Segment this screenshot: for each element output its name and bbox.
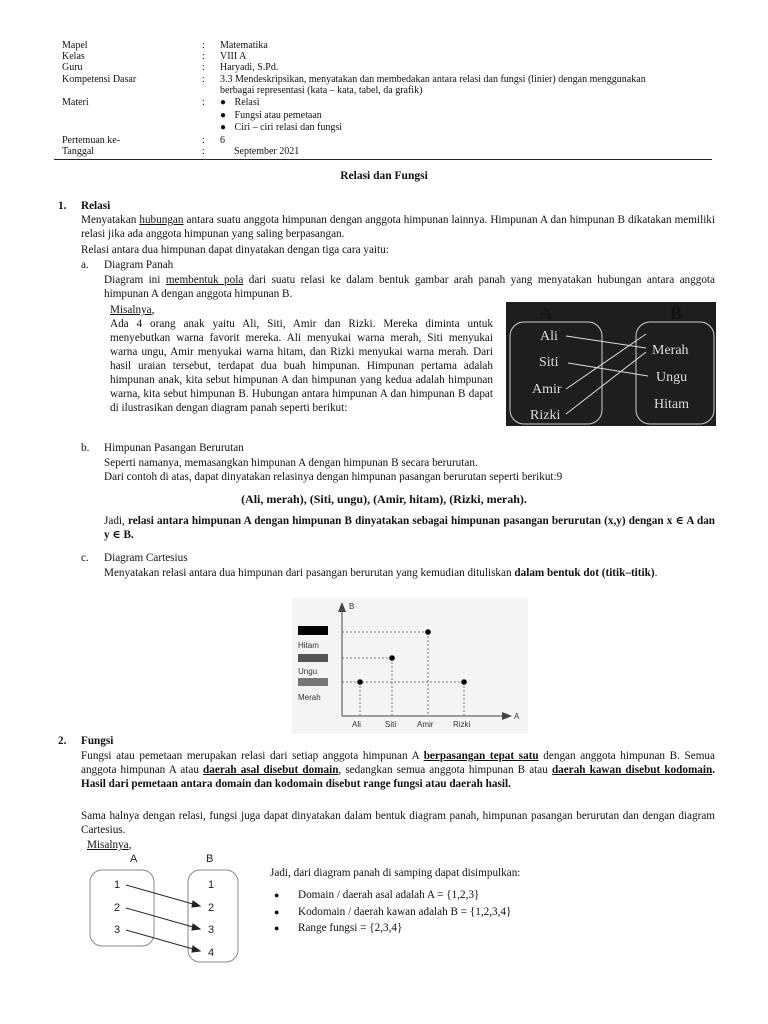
header-colon: :	[202, 135, 205, 146]
set-a-item: Ali	[540, 329, 558, 344]
materi-item: ● Fungsi atau pemetaan	[220, 110, 322, 121]
header-value: VIII A	[220, 51, 247, 62]
set-label-b: B	[669, 303, 683, 323]
set-b-item: 3	[208, 924, 215, 936]
header-label: Mapel	[62, 40, 88, 51]
section-number: 2.	[58, 735, 67, 747]
set-b-item: Hitam	[654, 397, 689, 412]
set-label-b: B	[206, 853, 214, 865]
page-title: Relasi dan Fungsi	[340, 170, 428, 182]
list-letter: b.	[81, 442, 90, 454]
header-label: Kelas	[62, 51, 85, 62]
header-label: Tanggal	[62, 146, 95, 157]
set-a-oval	[90, 870, 154, 946]
misalnya-label: Misalnya,	[87, 839, 132, 851]
data-point	[389, 655, 395, 661]
x-label: Rizki	[453, 720, 471, 729]
set-a-item: 2	[114, 902, 121, 914]
misalnya-label: Misalnya,	[110, 304, 155, 316]
set-b-item: Ungu	[656, 370, 688, 385]
data-point	[461, 679, 467, 685]
legend-swatch-ungu	[298, 654, 328, 662]
data-point	[425, 629, 431, 635]
paragraph: Fungsi atau pemetaan merupakan relasi dari setiap anggota himpunan A berpasangan tepat satu dengan anggota himpunan B. Semua anggota himpunan A atau daerah asal disebut domain, sedangkan semua anggota himpunan B atau daerah kawan disebut kodomain. Hasil dari pemetaan antara domain dan kodomain disebut range fungsi atau daerah hasil.	[81, 750, 716, 790]
conclusion-text: Jadi, dari diagram panah di samping dapat disimpulkan:	[270, 867, 521, 879]
header-table	[62, 40, 712, 160]
header-label: Guru	[62, 62, 83, 73]
list-letter: c.	[81, 552, 89, 564]
set-b-item: 2	[208, 902, 215, 914]
data-point	[357, 679, 363, 685]
paragraph: Sama halnya dengan relasi, fungsi juga dapat dinyatakan dalam bentuk diagram panah, himpunan pasangan berurutan dan dengan diagram Cartesius.	[81, 810, 715, 836]
materi-item: ● Ciri – ciri relasi dan fungsi	[220, 122, 343, 133]
y-label: Merah	[298, 693, 321, 702]
axis-label-b: B	[349, 602, 355, 611]
y-label: Hitam	[298, 641, 319, 650]
list-item: ● Kodomain / daerah kawan adalah B = {1,2,3,4}	[274, 906, 512, 918]
header-colon: :	[202, 97, 205, 108]
paragraph: Seperti namanya, memasangkan himpunan A dengan himpunan B secara berurutan.	[104, 457, 478, 469]
set-label-a: A	[130, 853, 138, 865]
cartesius-diagram	[292, 598, 528, 734]
list-item: ● Range fungsi = {2,3,4}	[274, 922, 403, 934]
header-value: 3.3 Mendeskripsikan, menyatakan dan membedakan antara relasi dan fungsi (linier) dengan menggunakan berbagai representasi (kata – kata, tabel, da grafik)	[220, 74, 646, 96]
header-colon: :	[202, 62, 205, 73]
header-colon: :	[202, 74, 205, 85]
header-colon: :	[202, 51, 205, 62]
legend-swatch-merah	[298, 678, 328, 686]
paragraph: Menyatakan hubungan antara suatu anggota himpunan dengan anggota himpunan lainnya. Himpunan A dan himpunan B dikatakan memiliki relasi jika ada anggota himpunan yang saling berpasangan.	[81, 214, 715, 240]
set-b-item: 1	[208, 879, 215, 891]
set-b-item: Merah	[652, 343, 689, 358]
paragraph: Menyatakan relasi antara dua himpunan dari pasangan berurutan yang kemudian dituliskan dalam bentuk dot (titik–titik).	[104, 567, 658, 579]
header-divider	[54, 159, 712, 160]
set-a-item: Rizki	[530, 408, 561, 423]
bullet-icon: ●	[220, 97, 227, 108]
x-label: Ali	[352, 720, 361, 729]
set-label-a: A	[539, 303, 553, 323]
axis-label-a: A	[514, 712, 520, 721]
paragraph: Relasi antara dua himpunan dapat dinyatakan dengan tiga cara yaitu:	[81, 244, 389, 256]
example-paragraph: Ada 4 orang anak yaitu Ali, Siti, Amir dan Rizki. Mereka diminta untuk menyebutkan warna favorit mereka. Ali menyukai warna merah, Siti menyukai warna ungu, Amir menyukai warna hitam, dan Rizki menyukai warna merah. Dari hasil uraian tersebut, terdapat dua buah himpunan. Himpunan pertama adalah himpunan anak, kita sebut himpunan A dan himpunan yang kedua adalah himpunan warna, kita sebut himpunan B. Hubungan antara himpunan A dan himpunan B dapat di ilustrasikan dengan diagram panah seperti berikut:	[110, 318, 493, 414]
subsection-heading: Himpunan Pasangan Berurutan	[104, 442, 244, 454]
list-item: ● Domain / daerah asal adalah A = {1,2,3}	[274, 889, 480, 901]
x-label: Siti	[385, 720, 397, 729]
paragraph: Jadi, relasi antara himpunan A dengan himpunan B dinyatakan sebagai himpunan pasangan berurutan (x,y) dengan x ∈ A dan y ∈ B.	[104, 515, 716, 541]
header-label: Kompetensi Dasar	[62, 74, 137, 85]
legend-swatch-hitam	[298, 626, 328, 635]
bullet-icon: ●	[220, 122, 227, 133]
set-a-item: Siti	[539, 355, 559, 370]
header-colon: :	[202, 40, 205, 51]
header-label: Materi	[62, 97, 89, 108]
subsection-heading: Diagram Cartesius	[104, 552, 188, 564]
ordered-pairs: (Ali, merah), (Siti, ungu), (Amir, hitam), (Rizki, merah).	[241, 492, 527, 506]
section-heading-fungsi: Fungsi	[81, 735, 114, 747]
x-label: Amir	[417, 720, 434, 729]
header-value: Haryadi, S.Pd.	[220, 62, 279, 73]
header-value: Matematika	[220, 40, 268, 51]
y-label: Ungu	[298, 667, 318, 676]
arrow-diagram-fungsi	[86, 850, 248, 964]
header-value: 6	[220, 135, 225, 146]
set-a-item: 1	[114, 879, 121, 891]
bullet-icon: ●	[274, 923, 280, 933]
set-a-item: 3	[114, 924, 121, 936]
header-colon: :	[202, 146, 205, 157]
bullet-icon: ●	[274, 907, 280, 917]
paragraph: Diagram ini membentuk pola dari suatu relasi ke dalam bentuk gambar arah panah yang menyatakan hubungan antara anggota himpunan A dengan anggota himpunan B.	[104, 274, 716, 300]
set-b-item: 4	[208, 947, 215, 959]
list-letter: a.	[81, 259, 89, 271]
header-label: Pertemuan ke-	[62, 135, 121, 146]
section-number: 1.	[58, 200, 67, 212]
materi-item: ● Relasi	[220, 97, 260, 108]
subsection-heading: Diagram Panah	[104, 259, 174, 271]
section-heading-relasi: Relasi	[81, 200, 111, 212]
set-a-item: Amir	[532, 382, 562, 397]
bullet-icon: ●	[274, 890, 280, 900]
header-value: September 2021	[234, 146, 300, 157]
paragraph: Dari contoh di atas, dapat dinyatakan relasinya dengan himpunan pasangan berurutan seperti berikut:9	[104, 471, 563, 483]
arrow-diagram-relasi	[506, 302, 716, 426]
bullet-icon: ●	[220, 110, 227, 121]
